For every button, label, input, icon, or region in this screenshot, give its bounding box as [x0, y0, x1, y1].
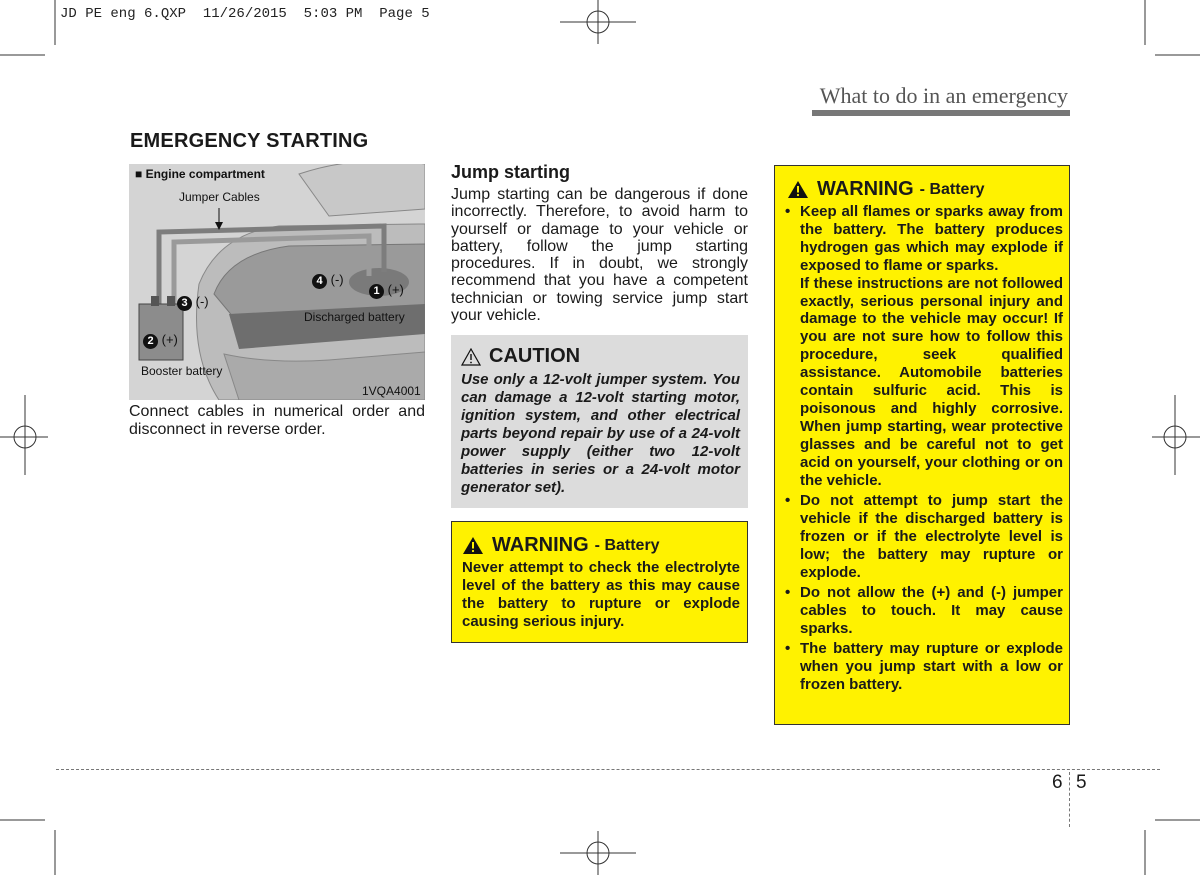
figure-note: Connect cables in numerical order and disconnect in reverse order. — [129, 403, 425, 438]
warning-list — [783, 203, 1063, 696]
marker-4: 4 (-) — [312, 272, 344, 289]
figure-caption: ■ Engine compartment — [135, 167, 265, 181]
warning-small-title: WARNING — [492, 534, 589, 556]
warning-large-title: WARNING — [817, 178, 914, 200]
page-number: 5 — [1076, 772, 1087, 793]
page-number-separator — [1069, 772, 1070, 827]
marker-2: 2 (+) — [143, 332, 178, 349]
bullet: • — [785, 584, 791, 602]
header-rule — [812, 110, 1070, 116]
list-item: • The battery may rupture or explode when you jump start with a low or frozen battery. — [785, 640, 1063, 694]
bullet: • — [785, 640, 791, 658]
bullet: • — [785, 492, 791, 509]
label-booster-battery: Booster battery — [141, 364, 223, 378]
warning-icon — [462, 536, 484, 555]
caution-icon — [461, 348, 481, 366]
list-item: • Do not attempt to jump start the vehicle if the discharged battery is frozen or if the electrolyte level is low; the battery may rupture or explode. — [785, 492, 1063, 581]
warning-small-heading — [462, 534, 660, 557]
label-jumper-cables: Jumper Cables — [179, 190, 260, 204]
footer-rule — [56, 769, 1160, 770]
marker-3: 3 (-) — [177, 294, 209, 311]
warning-large-heading — [787, 178, 985, 201]
warning-icon — [787, 180, 809, 199]
warning-small-text: Never attempt to check the electrolyte level of the battery as this may cause the battery to rupture or explode causing serious injury. — [462, 559, 740, 630]
list-item: • Do not allow the (+) and (-) jumper cables to touch. It may cause sparks. — [785, 584, 1063, 637]
warning-box-small — [451, 521, 748, 643]
engine-figure — [129, 164, 425, 400]
warning-large-subtitle: - Battery — [919, 180, 985, 198]
chapter-number: 6 — [1052, 772, 1063, 793]
jump-starting-heading: Jump starting — [451, 162, 571, 182]
caution-heading — [461, 345, 580, 368]
print-slug: JD PE eng 6.QXP 11/26/2015 5:03 PM Page 5 — [60, 6, 430, 22]
section-title: EMERGENCY STARTING — [130, 130, 369, 152]
caution-title: CAUTION — [489, 345, 581, 367]
warning-box-large — [774, 165, 1070, 725]
caution-box — [451, 335, 748, 508]
label-discharged-battery: Discharged battery — [304, 310, 405, 324]
running-header: What to do in an emergency — [819, 83, 1068, 108]
jump-starting-body: Jump starting can be dangerous if done incorrectly. Therefore, to avoid harm to yourself or damage to your vehicle or battery, follow the jump starting procedures. If in doubt, we strongly recommend that you have a competent technician or towing service jump start your vehicle. — [451, 186, 748, 325]
figure-code: 1VQA4001 — [362, 384, 421, 398]
list-item: • Keep all flames or sparks away from the battery. The battery produces hydrogen gas which may explode if exposed to flame or sparks. If these instructions are not followed exactly, serious personal injury and damage to the vehicle may occur! If you are not sure how to follow this procedure, seek qualified assistance. Automobile batteries contain sulfuric acid. This is poisonous and highly corrosive. When jump starting, wear protective glasses and be careful not to get acid on yourself, your clothing or on the vehicle. — [785, 203, 1063, 489]
bullet: • — [785, 203, 791, 220]
marker-1: 1 (+) — [369, 282, 404, 299]
caution-text: Use only a 12-volt jumper system. You can damage a 12-volt starting motor, ignition system, and other electrical parts beyond repair by use of a 24-volt power supply (either two 12-volt batteries in series or a 24-volt motor generator set). — [461, 371, 740, 496]
warning-small-subtitle: - Battery — [594, 536, 660, 554]
